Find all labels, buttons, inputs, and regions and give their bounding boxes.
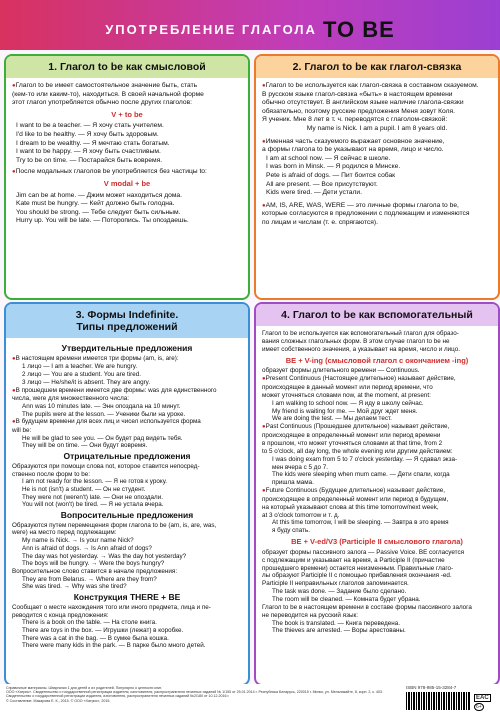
panel-heading: 3. Формы Indefinite. Типы предложений [6, 304, 248, 338]
example: They were not (weren't) late. — Они не опоздали. [22, 493, 163, 501]
example: 1 лицо — I am a teacher. We are hungry. [22, 363, 138, 371]
text-line: ● Present Continuous (Настоящее длительное) называет действие, [262, 375, 492, 384]
panel-heading: 1. Глагол to be как смысловой [6, 56, 248, 78]
example: The thieves are arrested. — Воры арестованы. [272, 627, 406, 635]
formula: BE + V-ing (смысловой глагол с окончанием -ing) [285, 355, 469, 365]
text-line: ● Глагол to be имеет самостоятельное значение быть, стать [12, 82, 242, 91]
example: At this time tomorrow, I will be sleeping. — Завтра в это время [272, 519, 449, 527]
text-line: at 3 o'clock tomorrow и т. д. [262, 511, 340, 519]
example: Ann was 10 minutes late. — Энн опоздала на 10 минут. [22, 402, 181, 410]
text-line: происходящее в определенный момент или период времени [262, 432, 441, 440]
example: You will not (won't) be tired. — Я не устала вчера. [22, 501, 164, 509]
text-line: Я ученик. Мне 8 лет в т. ч. переводятся с глаголом-связкой: [262, 116, 448, 124]
text-line: ● Именная часть сказуемого выражает основное значение, [262, 138, 492, 147]
text-line: обычно отсутствует. В английском языке наличие глагола-связки [262, 99, 464, 107]
example: I was doing exam from 5 to 7 o'clock yesterday. — Я сдавал экза- [272, 455, 458, 463]
text-line: ● После модальных глаголов be употребляется без частицы to: [12, 168, 242, 177]
text-line: ● В будущем времени для всех лиц и чисел используется форма [12, 418, 242, 427]
text-line: Глагол to be используется как вспомогательный глагол для образо- [262, 330, 459, 337]
text-line: ● В настоящем времени имеется три формы (am, is, are): [12, 355, 242, 364]
example: My friend is waiting for me. — Мой друг ждет меня. [272, 407, 418, 415]
example: All are present. — Все присутствуют. [266, 180, 378, 188]
text-line: с подлежащим и указывает на время, а Participle II (причастие [262, 556, 445, 564]
example: She was tired. → Why was she tired? [22, 583, 127, 591]
text-line: ● Past Continuous (Прошедшее длительное) называет действие, [262, 423, 492, 432]
example: я буду спать. [272, 527, 310, 535]
example: I'd like to be healthy. — Я хочу быть здоровым. [16, 130, 159, 138]
panel-meaning-verb [4, 54, 250, 300]
panel-linking-verb [254, 54, 500, 300]
example: The boys will be hungry. → Were the boys hungry? [22, 560, 165, 568]
example: Pete is afraid of dogs. — Пит боится собак [266, 171, 396, 179]
text-line: ственно после форм to be: [12, 470, 91, 478]
text-line: по лицам и числам (т. е. спрягаются). [262, 218, 378, 226]
panel-body [256, 326, 498, 639]
text-line: В русском языке глагол-связка «быть» в настоящем времени [262, 90, 453, 98]
text-line: Образуются при помощи слова not, которое ставится непосред- [12, 462, 200, 470]
example: There are toys in the box. — Игрушки (лежат) в коробке. [22, 626, 184, 634]
text-line: Participle II неправильных глаголов запоминается. [262, 580, 409, 588]
imprint-line: ООО «Хатрис». Свидетельство о государственной регистрации издателя, изготовителя, распространителя печатных изданий № 1/155 от 25.01.2014 г. Республика Беларусь, 220015 г. Минск, ул. Мельникайте, 8, корп. 2, к. 403. [6, 690, 383, 695]
example: The task was done. — Задание было сделано. [272, 588, 407, 596]
text-line: Вопросительное слово ставится в начале предложения: [12, 567, 178, 575]
title-prefix: УПОТРЕБЛЕНИЕ ГЛАГОЛА [105, 22, 317, 37]
example: They are from Belarus. → Where are they from? [22, 575, 157, 583]
example: Ann is afraid of dogs. → Is Ann afraid of dogs? [22, 544, 152, 552]
example: There was a cat in the bag. — В сумке была кошка. [22, 634, 169, 642]
example: He is not (isn't) a student. — Он не студент. [22, 485, 146, 493]
example: My name is Nick. → Is your name Nick? [22, 537, 134, 545]
text-line: которые согласуются в предложении с подлежащим и изменяются [262, 210, 470, 218]
example: I am at school now. — Я сейчас в школе. [266, 154, 391, 162]
example: They will be on time. — Они будут вовремя. [22, 442, 148, 450]
isbn: ISBN 978-985-15-3284-7 [406, 685, 457, 690]
example: There were many kids in the park. — В парке было много детей. [22, 642, 206, 650]
example: You should be strong. — Тебе следует быть сильным. [16, 208, 181, 216]
panel-body [6, 338, 248, 654]
example: The room will be cleaned. — Комната будет убрана. [272, 596, 421, 603]
formula: BE + V-ed/V3 (Participle II смыслового глагола) [291, 537, 463, 547]
example: I am walking to school now. — Я иду в школу сейчас. [272, 399, 424, 407]
example: мен вчера с 5 до 7. [272, 463, 328, 471]
text-line: will be: [12, 427, 32, 435]
text-line: ● Глагол to be используется как глагол-связка в составном сказуемом. [262, 82, 492, 91]
text-line: не переводится на русский язык: [262, 611, 358, 619]
subheading: Утвердительные предложения [61, 343, 193, 353]
text-line: ● AM, IS, ARE, WAS, WERE — это личные формы глагола to be, [262, 202, 492, 211]
subheading: Отрицательные предложения [63, 451, 191, 462]
age-rating: 6+ [476, 704, 482, 710]
text-line: этот глагол употребляется обычно после других глаголов: [12, 99, 193, 107]
footer [0, 684, 500, 712]
example: 2 лицо — You are a student. You are tired. [22, 371, 142, 379]
text-line: to 5 o'clock, all day long, the whole evening или другим действием: [262, 447, 453, 455]
panel-body [256, 78, 498, 232]
example: Jim can be at home. — Джим может находиться дома. [16, 191, 183, 199]
imprint-line: © Составление. Макарова Е. К., 2015. © ООО «Хатрис», 2015. [6, 698, 111, 703]
example: We are doing the test. — Мы делаем тест. [272, 415, 392, 423]
panel-auxiliary-verb [254, 302, 500, 686]
example: There is a book on the table. — На столе книга. [22, 619, 157, 627]
eac-mark: EAC [476, 695, 489, 701]
text-line: числа, were для множественного числа: [12, 395, 130, 403]
text-line: может уточняться словами now, at the moment, at present: [262, 391, 431, 399]
example: The book is translated. — Книга переведена. [272, 619, 401, 627]
text-line: were) на место перед подлежащим: [12, 529, 117, 537]
text-line: образует формы пассивного залога — Passive Voice. BE согласуется [262, 548, 465, 556]
imprint [6, 686, 401, 703]
text-line: образует формы длительного времени — Continuous. [262, 367, 420, 375]
text-line: вания сложных глагольных форм. В этом случае глагол to be не [262, 337, 450, 345]
example: Kids were tired. — Дети устали. [266, 189, 362, 197]
panel-heading: 2. Глагол to be как глагол-связка [256, 56, 498, 78]
text-line: прошедшего времени) остается неизменным. Правильные глаго- [262, 564, 454, 572]
text-line: обязательно, поэтому русские предложения Меня зовут Коля. [262, 107, 455, 115]
text-line: а формы глагола to be указывают на время, лицо и число. [262, 146, 444, 154]
text-line: Образуются путем перемещения форм глагола to be (am, is, are, was, [12, 521, 217, 529]
subheading: Вопросительные предложения [60, 510, 194, 521]
subheading: Конструкция THERE + BE [73, 592, 181, 603]
text-line: в прошлом, что может уточняться словами at that time, from 2 [262, 439, 443, 447]
example: I want to be happy. — Я хочу быть счастливым. [16, 148, 161, 156]
example: The day was hot yesterday. → Was the day hot yesterday? [22, 552, 187, 560]
page-title [0, 0, 500, 50]
text-line: происходящее в определенный момент или период в будущем, [262, 495, 449, 503]
panel-heading: 4. Глагол to be как вспомогательный [256, 304, 498, 326]
example: I want to be a teacher. — Я хочу стать учителем. [16, 122, 164, 130]
example: The kids were sleeping when mum came. — Дети спали, когда [272, 471, 450, 479]
example: Hurry up. You will be late. — Поторопись. Ты опоздаешь. [16, 217, 189, 225]
example: 3 лицо — He/she/it is absent. They are angry. [22, 378, 151, 386]
text-line: на который указывают слова at this time tomorrow/next week, [262, 503, 439, 511]
panel-indefinite-forms [4, 302, 250, 686]
text-line: ● Future Continuous (Будущее длительное) называет действие, [262, 487, 492, 496]
text-line: лы образуют Participle II с помощью прибавления окончания -ed. [262, 572, 452, 580]
example: My name is Nick. I am a pupil. I am 8 years old. [306, 124, 448, 132]
example: Try to be on time. — Постарайся быть вовремя. [16, 156, 163, 164]
panel-body [6, 78, 248, 230]
formula: V modal + be [103, 178, 151, 188]
title-verb: TO BE [322, 17, 395, 42]
imprint-line: Свидетельство о государственной регистрации издателя, изготовителя, распространителя печатных изданий №2/180 от 10.12.2016 г. [6, 694, 230, 699]
example: He will be glad to see you. — Он будет рад видеть тебя. [22, 434, 183, 442]
text-line: имеет собственного значения, а указывает на время, число и лицо. [262, 345, 460, 353]
example: I was born in Minsk. — Я родился в Минске. [266, 163, 401, 171]
example: I am not ready for the lesson. — Я не готов к уроку. [22, 478, 167, 486]
text-line: Сообщает о месте нахождения того или иного предмета, лица и пе- [12, 603, 211, 611]
text-line: реводится с конца предложения: [12, 611, 109, 619]
text-line: (кем-то или каким-то), находиться. В своей начальной форме [12, 90, 204, 98]
example: Kate must be hungry. — Кейт должно быть голодна. [16, 200, 175, 208]
example: I dream to be wealthy. — Я мечтаю стать богатым. [16, 139, 170, 147]
text-line: происходящее в данный момент или период времени, что [262, 384, 433, 392]
imprint-line: Справочные материалы. Шпаргалки 1 для детей и их родителей. Популярно о ценности книг. [6, 686, 162, 690]
example: пришла мама. [272, 479, 314, 487]
example: The pupils were at the lesson. — Ученики были на уроке. [22, 410, 186, 418]
barcode-icon [406, 692, 470, 710]
formula: V + to be [111, 109, 143, 119]
text-line: Глагол to be в настоящем времени в составе формы пассивного залога [262, 603, 472, 611]
text-line: ● В прошедшем времени имеется две формы: was для единственного [12, 387, 242, 396]
